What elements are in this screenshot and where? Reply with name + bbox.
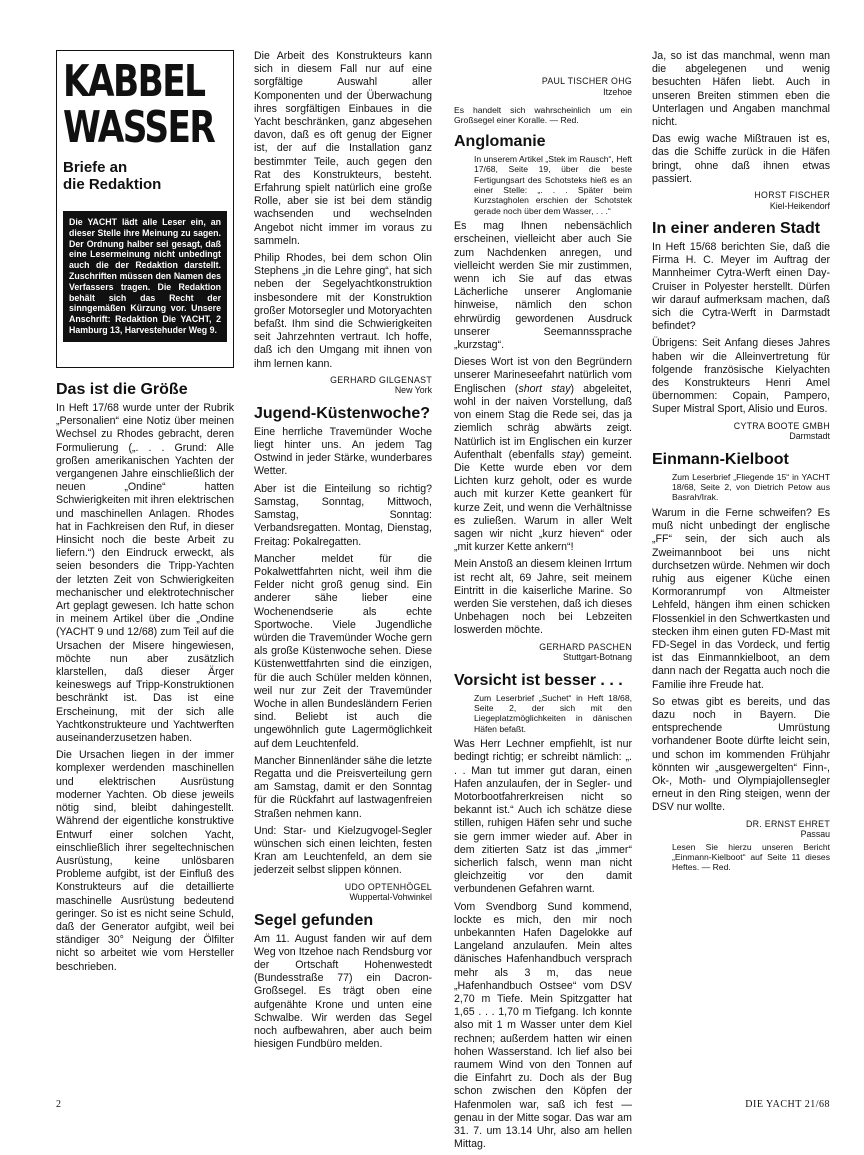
signature [254, 882, 432, 903]
signature-place: Kiel-Heikendorf [769, 200, 830, 211]
signature-name: UDO OPTENHÖGEL [344, 881, 432, 892]
signature-place: Stuttgart-Botnang [563, 652, 632, 663]
article-paragraph: Philip Rhodes, bei dem schon Olin Stephens „in die Lehre ging“, hat sich neben der Segelyachtkonstruktion insbesondere mit der Konstruktion großer Motorsegler und Motoryachten befaßt. Ihm sind die Schwierigkeiten seit Jahrzehnten vertraut. Ich hoffe, daß ich den Umgang mit ihnen von ihm lernen kann. [254, 252, 432, 370]
signature [454, 76, 632, 97]
editor-note: Es handelt sich wahrscheinlich um ein Großsegel einer Koralle. — Red. [454, 105, 632, 126]
article-paragraph: Mancher meldet für die Pokalwettfahrten nicht, weil ihm die Felder nicht groß genug sind. Ein anderer sähe lieber eine Wochenendserie als echte Sportwoche. Viele Jugendliche würden die Travemünder Woche gern als große Küstenwoche sehen. Diese Küstenwettfahrten sind die einzigen, für die auch Schüler melden können, weil nur zur Zeit der Travemünder Woche in allen Bundesländern Ferien sind. Beliebt ist auch die ungewöhnlich gute Lagermöglichkeit auf dem Leuchtenfeld. [254, 552, 432, 750]
article-paragraph: Die Arbeit des Konstrukteurs kann sich in diesem Fall nur auf eine sorgfältige Auswahl aller Komponenten und der Überwachung ihres sorgfältigen Einbaues in die Yacht beschränken, ganz abgesehen davon, daß es oft genug der Eigner ist, der auf die Installation ganz bestimmter Teile, auch gegen den Rat des Konstrukteurs, besteht. Erfahrung spielt natürlich eine große Rolle, aber sie ist bei dem ständig wachsenden und wechselnden Angebot nicht immer im voraus zu sammeln. [254, 50, 432, 247]
editor-note: Zum Leserbrief „Suchet“ in Heft 18/68, Seite 2, der sich mit den Liegeplatzmöglichkeiten in dänischen Häfen befaßt. [474, 692, 632, 734]
article-title: Einmann-Kielboot [652, 450, 789, 468]
editorial-notice: Die YACHT lädt alle Leser ein, an dieser Stelle ihre Meinung zu sagen. Der Ordnung halber sei gesagt, daß eine Lesermeinung nicht unbedingt auch die der Redaktion darstellt. Zuschriften müssen den Namen des Verfassers tragen. Die Redaktion behält sich das Recht der sinngemäßen Kürzung vor. Unsere Anschrift: Redaktion Die YACHT, 2 Hamburg 13, Harvestehuder Weg 9. [63, 211, 227, 342]
signature-place: Wuppertal-Vohwinkel [349, 892, 432, 903]
signature [454, 642, 632, 663]
article-paragraph: Aber ist die Einteilung so richtig? Samstag, Sonntag, Mittwoch, Samstag, Sonntag: Verbandsregatten. Montag, Dienstag, Freitag: Pokalregatten. [254, 482, 432, 548]
column-4 [652, 50, 830, 877]
article-paragraph: Die Ursachen liegen in der immer komplexer werdenden maschinellen und elektrischen Ausrüstung moderner Yachten. Ob diese jeweils nötig sind, bleibt dahingestellt. Während der eigentliche konstruktive Entwurf einer solchen Yacht, einschließlich ihrer segeltechnischen Ausrüstung, keine unlösbaren Probleme aufgibt, ist der Einfluß des Konstrukteurs auf die detaillierte maschinelle Ausrüstung bedeutend geringer. So ist es nicht seine Schuld, daß der Generator aufgibt, weil bei ständiger 30° Neigung der Ölfilter nicht so arbeitet wie vom Hersteller beschrieben. [56, 749, 234, 973]
signature-name: PAUL TISCHER OHG [541, 76, 632, 86]
signature-name: CYTRA BOOTE GMBH [733, 420, 830, 431]
page-number: 2 [56, 1099, 61, 1110]
masthead-subtitle-1: Briefe an [63, 159, 128, 176]
text-run: ) gemeint. Die Kette wurde eben vor dem Lichten kurz geholt, oder es wurde auch mit kurzer Kette geankert für kurze Zeit, und wenn die Verhältnisse es zuließen. Warum in aller Welt sagen wir nicht „kurz hieven“ oder „mit kurzer Kette ankern“! [454, 448, 632, 554]
signature-place: Itzehoe [603, 86, 632, 97]
signature-name: GERHARD GILGENAST [330, 374, 432, 385]
article-title: Jugend-Küstenwoche? [254, 404, 431, 422]
masthead-title-line2: WASSER [63, 102, 215, 153]
signature-name: GERHARD PASCHEN [539, 641, 632, 652]
signature-name: DR. ERNST EHRET [745, 818, 830, 829]
editor-note: In unserem Artikel „Stek im Rausch“, Heft 17/68, Seite 19, über die beste Fertigungsart des Schotsteks hieß es an einer Stelle: „. . . Später beim Kurzstagholen erschien der Schotstek gerade noch über dem Wasser, . . .“ [474, 153, 632, 216]
article-paragraph: Mein Anstoß an diesem kleinen Irrtum ist recht alt, 69 Jahre, seit meinem Eintritt in die kaiserliche Marine. So werden Sie verstehen, daß ich dieses Unbehagen noch bei Lebzeiten loswerden möchte. [454, 558, 632, 637]
text-run-italic: stay [561, 448, 581, 461]
article-paragraph: Und: Star- und Kielzugvogel-Segler wünschen sich einen leichten, festen Kran am Leuchtenfeld, an dem sie jederzeit selbst slippen können. [254, 824, 432, 877]
article-paragraph: So etwas gibt es bereits, und das dazu noch in Bayern. Die entsprechende Umrüstung vorhandener Boote dürfte leicht sein, und schon im kommenden Frühjahr könnten wir „ausgewergelten“ Finn-, Ok-, Moth- und Olympiajollensegler erneut in den Ring steigen, wenn der DSV nur wollte. [652, 695, 830, 814]
column-1 [56, 50, 234, 978]
article-title: Vorsicht ist besser . . . [454, 671, 623, 689]
article-title: Segel gefunden [254, 911, 374, 929]
masthead-subtitle-2: die Redaktion [63, 176, 162, 193]
issue-label: DIE YACHT 21/68 [745, 1099, 830, 1110]
signature [254, 375, 432, 396]
masthead-box [56, 50, 234, 368]
article-title: In einer anderen Stadt [652, 220, 821, 238]
article-paragraph: Mancher Binnenländer sähe die letzte Regatta und die Preisverteilung gern am Samstag, damit er den Sonntag für die Rückfahrt auf lastwagenfreien Straßen nehmen kann. [254, 754, 432, 820]
article-paragraph [454, 356, 632, 554]
editor-note: Zum Leserbrief „Fliegende 15“ in YACHT 18/68, Seite 2, von Dietrich Petow aus Basrah/Irak. [672, 471, 830, 503]
article-paragraph: Vom Svendborg Sund kommend, lockte es mich, den mir noch unbekannten Hafen Dagelokke auf Langeland anzulaufen. Mein altes dänisches Hafenhandbuch versprach mehr als 3 m, das neue „Hafenhandbuch Ostsee“ vom DSV 2,70 m Tiefe. Mein Spitzgatter hat 1,65 . . . 1,70 m Tiefgang. Ich konnte also mit 1 m Wasser unter dem Kiel rechnen; außerdem hatten wir einen hohen Wasserstand. Ich lief also bei raumem Wind von den Tonnen auf die Einfahrt zu. Doch als der Bug schon zwischen den Köpfen der Hafenmolen war, saß ich fest — genau in der Mitte sogar. Das war am 31. 7. um 13.14 Uhr, also am hellen Mittag. [454, 900, 632, 1151]
column-3 [454, 50, 632, 1155]
column-2 [254, 50, 432, 1055]
article-paragraph: Ja, so ist das manchmal, wenn man die abgelegenen und wenig besuchten Häfen liebt. Auch in unseren Breiten stimmen eben die Unterlagen und Angaben manchmal nicht. [652, 50, 830, 129]
editor-note: Lesen Sie hierzu unseren Bericht „Einmann-Kielboot“ auf Seite 11 dieses Heftes. — Red. [672, 841, 830, 873]
article-title: Das ist die Größe [56, 381, 188, 398]
text-run-italic: short stay [518, 382, 571, 395]
article-paragraph: In Heft 17/68 wurde unter der Rubrik „Personalien“ eine Notiz über meinen Wechsel zu Rhodes gebracht, deren Formulierung („. . . Grund: Alle großen amerikanischen Yachten der vergangenen Jahre einschließlich der neuen „Ondine“ hatten Schwierigkeiten mit ihren elektrischen und maschinellen Anlagen. Rhodes hat in Fachkreisen den Ruf, in dieser Hinsicht noch die beste Arbeit zu liefern.“) den Eindruck erweckt, als seien besonders die Tripp-Yachten der letzten Zeit von Schwierigkeiten mechanischer und elektrotechnischer Art geplagt gewesen. Ich hatte schon in meinem Artikel über die „Ondine (YACHT 9 und 12/68) zum Teil auf die Ursachen der Misere hingewiesen, möchte nun aber zusätzlich klarstellen, daß dieser Ärger keineswegs auf Tripp-Konstruktionen beschränkt ist. Das ist eine Erscheinung, mit der sich alle Yachtkonstrukteure und Yachtwerften auseinanderzusetzen haben. [56, 402, 234, 745]
text-run: ) abgeleitet, wohl in der naiven Vorstellung, daß von einem Stag die Rede sei, das ja ziemlich schräg abwärts zeigt. Natürlich ist im Englischen ein kurzer Aufenthalt (ebenfalls [454, 382, 632, 461]
article-title: Anglomanie [454, 132, 546, 150]
article-paragraph: Was Herr Lechner empfiehlt, ist nur bedingt richtig; er schreibt nämlich: „. . . Man tut immer gut daran, einen Hafen anzulaufen, der in Segler- und Motorbootfahrerkreisen nicht so bekannt ist.“ Auch ich schätze diese stillen, ruhigen Häfen sehr und suche sie gern immer wieder auf. Aber in dem zitierten Satz ist das „immer“ sicherlich falsch, wenn man nicht gleichzeitig vor den damit verbundenen Gefahren warnt. [454, 738, 632, 896]
signature-name: HORST FISCHER [754, 190, 830, 201]
text-run: Dieses Wort ist von den Begründern unserer Marineseefahrt natürlich vom Englischen ( [454, 356, 632, 395]
article-paragraph: In Heft 15/68 berichten Sie, daß die Firma H. C. Meyer im Auftrag der Mannheimer Cytra-Werft einen Day-Cruiser in Polyester herstellt. Dürfen wir darauf aufmerksam machen, daß sich die Cytra-Werft in Darmstadt befindet? [652, 241, 830, 333]
article-paragraph: Das ewig wache Mißtrauen ist es, das die Schiffe zurück in die Häfen bringt, ohne daß ihnen etwas passiert. [652, 133, 830, 185]
article-paragraph: Warum in die Ferne schweifen? Es muß nicht unbedingt der englische „FF“ sein, der sich auch als Zweimannboot bei uns nicht durchsetzen würde. Nehmen wir doch ruhig aus eigener Küche einen Kormoranrumpf von Altmeister Lehfeld, hängen ihm einen schicken Flossenkiel in den Schwertkasten und stecken ihm einen guten FD-Mast mit FD-Segel in das Vordeck, und fertig ist das Einmannkielboot, an dem dann nach der Regatta auch noch die Familie ihre Freude hat. [652, 506, 830, 691]
article-paragraph: Übrigens: Seit Anfang dieses Jahres haben wir die Alleinvertretung für folgende französische Kielyachten des Konstrukteurs Henri Amel übernommen: Copain, Pampero, Super Mistral Sport, Alisio und Euros. [652, 337, 830, 416]
signature-place: Darmstadt [789, 431, 830, 442]
article-paragraph: Es mag Ihnen nebensächlich erscheinen, vielleicht aber auch Sie zum Nachdenken anregen, und vielleicht werden Sie mir zustimmen, wenn ich Sie auf das etwas Lächerliche unserer Anglomanie hinweise, nämlich den schon ehrwürdig gewordenen Ausdruck unserer Seemannssprache „kurzstag“. [454, 220, 632, 352]
article-paragraph: Eine herrliche Travemünder Woche liegt hinter uns. An jedem Tag Ostwind in jeder Stärke, wunderbares Wetter. [254, 425, 432, 478]
signature [652, 190, 830, 211]
signature [652, 819, 830, 840]
signature-place: Passau [800, 829, 830, 840]
article-paragraph: Am 11. August fanden wir auf dem Weg von Itzehoe nach Rendsburg vor der Ortschaft Hohenwestedt (Bundesstraße 77) ein Dacron-Großsegel. Es trägt oben eine aufgenähte Krone und unten eine Schwalbe. Wir werden das Segel noch aufbewahren, aber auch beim hiesigen Fundbüro melden. [254, 932, 432, 1051]
signature [652, 421, 830, 442]
masthead-title-line1: KABBEL [63, 56, 205, 107]
signature-place: New York [394, 385, 432, 396]
